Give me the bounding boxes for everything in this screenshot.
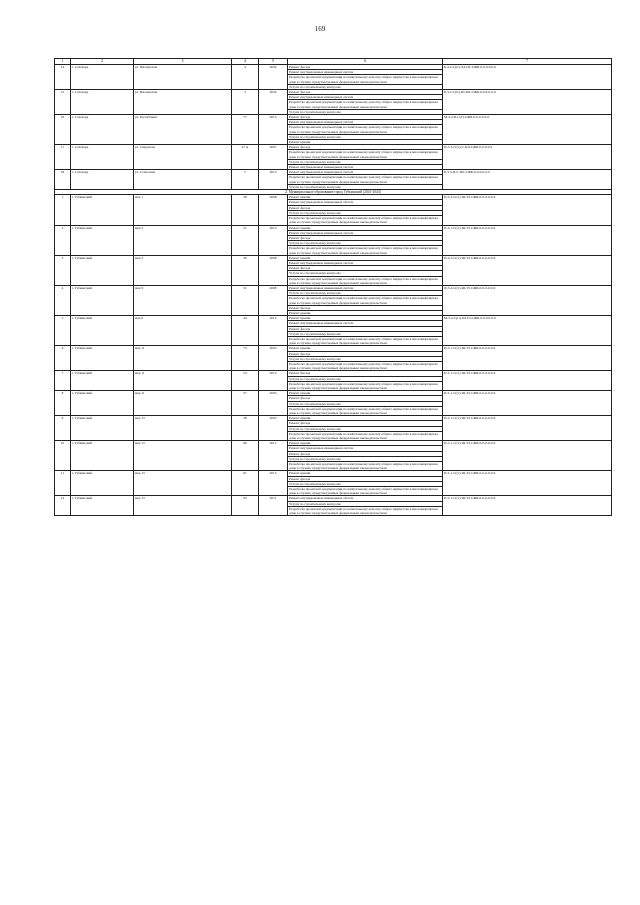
section-title: 2. Муниципальное образование город Губкинский (2041-2043) — [55, 190, 612, 195]
row-work-type: Ремонт внутридомовых инженерных систем — [288, 260, 443, 265]
col-header-2: 2 — [71, 59, 134, 65]
row-city: г. Губкинский — [71, 346, 134, 371]
table-row — [55, 496, 612, 501]
row-work-type: Ремонт внутридомовых инженерных систем — [288, 200, 443, 205]
row-number: 3 — [55, 255, 71, 285]
table-body — [55, 59, 612, 516]
row-work-type: Разработка проектной документации по капитальному ремонту общего имущества в многоквартирном доме в случаях, предусмотренных федеральным законодательством — [288, 276, 443, 285]
row-city: г. Губкинский — [71, 416, 134, 441]
row-street: мкр 5 — [134, 225, 232, 255]
row-work-type: Ремонт крыши — [288, 441, 443, 446]
row-work-type: Разработка проектной документации по капитальному ремонту общего имущества в многоквартирном доме в случаях, предусмотренных федеральным законодательством — [288, 487, 443, 496]
row-year: 2010 — [259, 170, 288, 190]
row-year: 2008 — [259, 195, 288, 225]
row-street: ул. Совхозная — [134, 170, 232, 190]
row-year: 2034 — [259, 90, 288, 115]
row-code: П-5-1-С(гг)-Ш-Т3-СЖБ-0-0-0-0-0-0 — [443, 496, 612, 516]
row-year: 2012 — [259, 371, 288, 391]
row-code: П-5-1-С(гг)-Ш-Т3-СЖБ-0-0-0-0-0-0 — [443, 391, 612, 416]
row-work-type: Ремонт фасада — [288, 351, 443, 356]
row-work-type: Разработка проектной документации по капитальному ремонту общего имущества в многоквартирном доме в случаях, предусмотренных федеральным законодательством — [288, 462, 443, 471]
row-work-type: Ремонт крыши — [288, 391, 443, 396]
row-work-type: Разработка проектной документации по капитальному ремонту общего имущества в многоквартирном доме в случаях, предусмотренных федеральным законодательством — [288, 100, 443, 109]
row-work-type: Разработка проектной документации по капитальному ремонту общего имущества в многоквартирном доме в случаях, предусмотренных федеральным законодательством — [288, 336, 443, 345]
row-city: г. Салехард — [71, 170, 134, 190]
row-work-type: Ремонт внутридомовых инженерных систем — [288, 165, 443, 170]
row-street: ул. Пионерская — [134, 65, 232, 90]
row-work-type: Ремонт внутридомовых инженерных систем — [288, 446, 443, 451]
row-year: 2013 — [259, 115, 288, 145]
row-work-type: Ремонт фасада — [288, 421, 443, 426]
row-street: мкр 11 — [134, 346, 232, 371]
row-city: г. Губкинский — [71, 371, 134, 391]
col-header-1: 1 — [55, 59, 71, 65]
row-year: 2012 — [259, 316, 288, 346]
row-work-type: Услуги по строительному контролю — [288, 356, 443, 361]
row-work-type: Ремонт фасада — [288, 305, 443, 310]
row-year: 2005 — [259, 416, 288, 441]
row-work-type: Ремонт внутридомовых инженерных систем — [288, 285, 443, 290]
row-city: г. Салехард — [71, 90, 134, 115]
row-year: 2012 — [259, 441, 288, 471]
row-work-type: Услуги по строительному контролю — [288, 501, 443, 506]
row-street: мкр 11 — [134, 391, 232, 416]
row-number: 1 — [55, 195, 71, 225]
row-work-type: Услуги по строительному контролю — [288, 271, 443, 276]
row-number: 8 — [55, 391, 71, 416]
row-house: 47 А — [232, 145, 259, 170]
row-street: ул. Пионерская — [134, 90, 232, 115]
row-work-type: Ремонт внутридомовых инженерных систем — [288, 170, 443, 175]
col-header-7: 7 — [443, 59, 612, 65]
row-work-type: Ремонт внутридомовых инженерных систем — [288, 321, 443, 326]
row-street: мкр 13 — [134, 471, 232, 496]
row-year: 2007 — [259, 145, 288, 170]
row-work-type: Услуги по строительному контролю — [288, 241, 443, 246]
row-code: П-5-1-С(гг)-Ш-Т3-СЖБ-0-0-0-0-0-0 — [443, 471, 612, 496]
document-table-container — [54, 58, 590, 516]
row-work-type: Ремонт крыши — [288, 316, 443, 321]
row-house: 21 — [232, 225, 259, 255]
row-work-type: Ремонт фасада — [288, 266, 443, 271]
row-work-type: Услуги по строительному контролю — [288, 376, 443, 381]
row-house: 58 — [232, 416, 259, 441]
row-code: Б-4-2-С(гг)-ХЗ-ПГ-СЖБ-0-0-0-0-0-0 — [443, 65, 612, 90]
row-number: 11 — [55, 471, 71, 496]
row-work-type: Ремонт крыши — [288, 346, 443, 351]
row-work-type: Услуги по строительному контролю — [288, 401, 443, 406]
row-house: 3 — [232, 90, 259, 115]
row-number: 2 — [55, 225, 71, 255]
row-work-type: Услуги по строительному контролю — [288, 134, 443, 139]
row-work-type: Услуги по строительному контролю — [288, 210, 443, 215]
row-work-type: Ремонт фасада — [288, 235, 443, 240]
row-work-type: Ремонт фасада — [288, 115, 443, 120]
row-work-type: Услуги по строительному контролю — [288, 291, 443, 296]
row-house: 31 — [232, 285, 259, 315]
row-city: г. Салехард — [71, 65, 134, 90]
row-street: мкр 13 — [134, 441, 232, 471]
row-house: 44 — [232, 316, 259, 346]
row-house: 63 — [232, 496, 259, 516]
row-city: г. Губкинский — [71, 285, 134, 315]
row-work-type: Разработка проектной документации по капитальному ремонту общего имущества в многоквартирном доме в случаях, предусмотренных федеральным законодательством — [288, 506, 443, 515]
row-year: 2013 — [259, 471, 288, 496]
row-house: 5 — [232, 170, 259, 190]
row-code: Б-3-2-С(гг)-Ш-ПЛ-СЖБ-0-0-0-0-0-0 — [443, 90, 612, 115]
row-number: 16 — [55, 115, 71, 145]
row-city: г. Губкинский — [71, 441, 134, 471]
row-work-type: Ремонт крыши — [288, 140, 443, 145]
row-street: мкр 11 — [134, 371, 232, 391]
row-number: 17 — [55, 145, 71, 170]
row-work-type: Разработка проектной документации по капитальному ремонту общего имущества в многоквартирном доме в случаях, предусмотренных федеральным законодательством — [288, 381, 443, 390]
row-work-type: Разработка проектной документации по капитальному ремонту общего имущества в многоквартирном доме в случаях, предусмотренных федеральным законодательством — [288, 296, 443, 305]
row-work-type: Разработка проектной документации по капитальному ремонту общего имущества в многоквартирном доме в случаях, предусмотренных федеральным законодательством — [288, 75, 443, 84]
row-number: 7 — [55, 371, 71, 391]
row-year: 2005 — [259, 346, 288, 371]
row-code: П-5-2-С(гг)-Ш-Т3-СЖБ-0-0-0-0-0-0 — [443, 255, 612, 285]
row-year: 2008 — [259, 255, 288, 285]
row-house: 61 — [232, 471, 259, 496]
row-code: П-5-2-С(гг)-Ш-Т3-СЖБ-0-0-0-0-0-0 — [443, 285, 612, 315]
row-year: 2011 — [259, 496, 288, 516]
row-number: 9 — [55, 416, 71, 441]
table-row — [55, 285, 612, 290]
row-work-type: Ремонт фасада — [288, 145, 443, 150]
row-street: ул. Свердлова — [134, 145, 232, 170]
row-work-type: Разработка проектной документации по капитальному ремонту общего имущества в многоквартирном доме в случаях, предусмотренных федеральным законодательством — [288, 431, 443, 440]
row-work-type: Ремонт крыши — [288, 310, 443, 315]
row-work-type: Ремонт фасада — [288, 396, 443, 401]
row-work-type: Ремонт фасада — [288, 205, 443, 210]
row-city: г. Губкинский — [71, 195, 134, 225]
row-street: мкр 13 — [134, 416, 232, 441]
row-work-type: Услуги по строительному контролю — [288, 184, 443, 189]
row-work-type: Услуги по строительному контролю — [288, 84, 443, 89]
row-city: г. Губкинский — [71, 391, 134, 416]
row-work-type: Разработка проектной документации по капитальному ремонту общего имущества в многоквартирном доме в случаях, предусмотренных федеральным законодательством — [288, 150, 443, 159]
row-work-type: Разработка проектной документации по капитальному ремонту общего имущества в многоквартирном доме в случаях, предусмотренных федеральным законодательством — [288, 246, 443, 255]
row-year: 2034 — [259, 65, 288, 90]
row-work-type: Разработка проектной документации по капитальному ремонту общего имущества в многоквартирном доме в случаях, предусмотренных федеральным законодательством — [288, 406, 443, 415]
row-work-type: Услуги по строительному контролю — [288, 331, 443, 336]
row-work-type: Ремонт крыши — [288, 225, 443, 230]
row-work-type: Ремонт фасада — [288, 90, 443, 95]
row-street: мкр 9 — [134, 316, 232, 346]
row-house: 73 — [232, 346, 259, 371]
row-work-type: Ремонт фасада — [288, 451, 443, 456]
row-code: Б-3-3-П-С-ПЛ-СЖБ-0-0-0-0-0-0 — [443, 170, 612, 190]
row-number: 14 — [55, 65, 71, 90]
col-header-4: 4 — [232, 59, 259, 65]
row-city: г. Губкинский — [71, 255, 134, 285]
col-header-5: 5 — [259, 59, 288, 65]
row-code: П-5-1-С(гг)-Ш-Т3-СЖБ-0-0-0-0-0-0 — [443, 441, 612, 471]
page-number: 169 — [314, 25, 326, 33]
row-work-type: Услуги по строительному контролю — [288, 109, 443, 114]
row-work-type: Ремонт крыши — [288, 471, 443, 476]
col-header-6: 6 — [288, 59, 443, 65]
row-city: г. Салехард — [71, 115, 134, 145]
row-city: г. Губкинский — [71, 316, 134, 346]
row-city: г. Салехард — [71, 145, 134, 170]
row-work-type: Ремонт внутридомовых инженерных систем — [288, 95, 443, 100]
row-street: мкр 1 — [134, 195, 232, 225]
col-header-3: 3 — [134, 59, 232, 65]
row-house: 28 — [232, 195, 259, 225]
row-city: г. Губкинский — [71, 225, 134, 255]
row-code: П-5-2-С(гг)-Ш-Т3-СЖБ-0-0-0-0-0-0 — [443, 195, 612, 225]
row-house: 4 — [232, 65, 259, 90]
row-work-type: Ремонт крыши — [288, 416, 443, 421]
row-house: 26 — [232, 255, 259, 285]
row-street: мкр 13 — [134, 496, 232, 516]
row-work-type: Ремонт крыши — [288, 255, 443, 260]
row-year: 2010 — [259, 225, 288, 255]
row-street: мкр 9 — [134, 285, 232, 315]
row-work-type: Услуги по строительному контролю — [288, 159, 443, 164]
row-code: П-5-1-С(гг)-Ш-Т3-СЖБ-0-0-0-0-0-0 — [443, 346, 612, 371]
row-number: 10 — [55, 441, 71, 471]
row-year: 2003 — [259, 391, 288, 416]
row-number: 12 — [55, 496, 71, 516]
row-house: 60 — [232, 441, 259, 471]
row-work-type: Разработка проектной документации по капитальному ремонту общего имущества в многоквартирном доме в случаях, предусмотренных федеральным законодательством — [288, 125, 443, 134]
capital-repair-table — [54, 58, 612, 516]
row-city: г. Губкинский — [71, 496, 134, 516]
row-work-type: Разработка проектной документации по капитальному ремонту общего имущества в многоквартирном доме в случаях, предусмотренных федеральным законодательством — [288, 216, 443, 225]
row-work-type: Ремонт фасада — [288, 65, 443, 70]
row-number: 4 — [55, 285, 71, 315]
row-work-type: Ремонт внутридомовых инженерных систем — [288, 496, 443, 501]
row-work-type: Услуги по строительному контролю — [288, 426, 443, 431]
row-number: 15 — [55, 90, 71, 115]
row-work-type: Ремонт внутридомовых инженерных систем — [288, 70, 443, 75]
row-work-type: Ремонт фасада — [288, 476, 443, 481]
row-code: П-5-1-С(гг)-Ш-Т3-СЖБ-0-0-0-0-0-0 — [443, 371, 612, 391]
row-code: П-5-3-С(гг)-С-ПЛ-СЖБ-0-0-0-0-0 — [443, 145, 612, 170]
row-work-type: Ремонт внутридомовых инженерных систем — [288, 230, 443, 235]
row-house: 57 — [232, 391, 259, 416]
row-house: 77 — [232, 115, 259, 145]
row-work-type: Ремонт крыши — [288, 195, 443, 200]
row-work-type: Ремонт фасада — [288, 371, 443, 376]
row-work-type: Ремонт внутридомовых инженерных систем — [288, 120, 443, 125]
row-work-type: Разработка проектной документации по капитальному ремонту общего имущества в многоквартирном доме в случаях, предусмотренных федеральным законодательством — [288, 361, 443, 370]
row-number: 18 — [55, 170, 71, 190]
row-code: М-4-4-П-С(Г)-СЖБ-0-0-0-0-0-0 — [443, 115, 612, 145]
row-city: г. Губкинский — [71, 471, 134, 496]
row-work-type: Услуги по строительному контролю — [288, 481, 443, 486]
row-number: 5 — [55, 316, 71, 346]
row-code: П-3-1-С(гг)-Ш-Т3-СЖБ-0-0-0-0-0-0 — [443, 225, 612, 255]
row-street: мкр 5 — [134, 255, 232, 285]
row-work-type: Услуги по строительному контролю — [288, 456, 443, 461]
row-number: 6 — [55, 346, 71, 371]
table-row — [55, 170, 612, 175]
row-house: 54 — [232, 371, 259, 391]
row-work-type: Разработка проектной документации по капитальному ремонту общего имущества в многоквартирном доме в случаях, предусмотренных федеральным законодательством — [288, 175, 443, 184]
row-street: ул. Республики — [134, 115, 232, 145]
row-work-type: Ремонт фасада — [288, 326, 443, 331]
row-code: П-5-1-С(гг)-Ш-Т3-СЖБ-0-0-0-0-0-0 — [443, 416, 612, 441]
row-code: М-5-2-С(гг)-Ш-Т3-СЖБ-0-0-0-0-0-0 — [443, 316, 612, 346]
row-year: 2008 — [259, 285, 288, 315]
